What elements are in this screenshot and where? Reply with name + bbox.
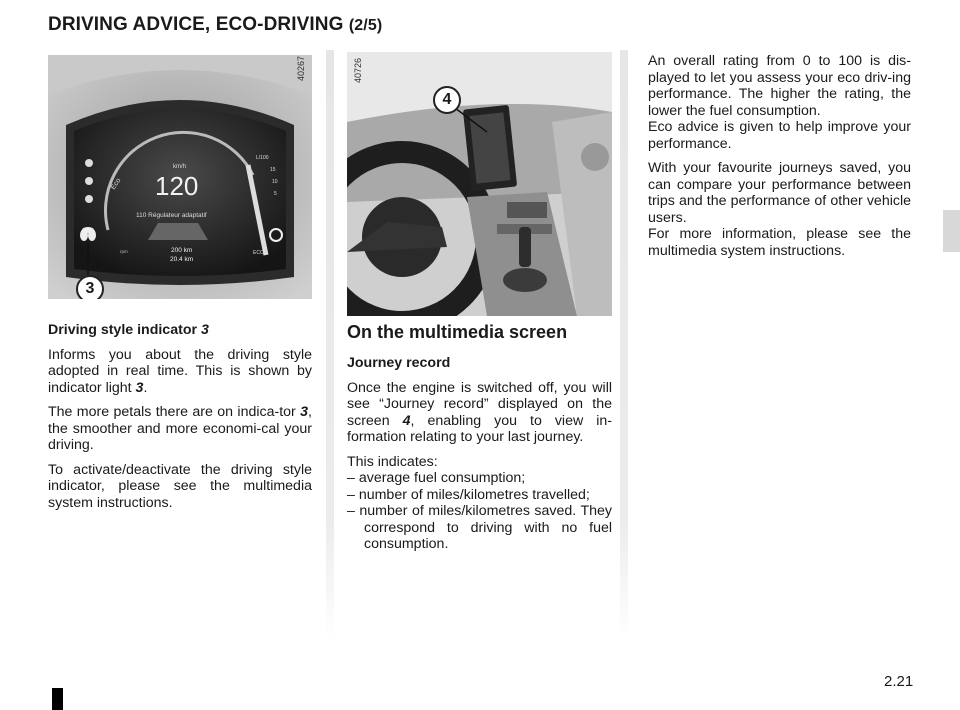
speed-readout: 120 (155, 171, 199, 201)
text-run: Once the engine is switched off, you will see “Journey record” displayed on the screen (347, 379, 612, 429)
rpm-label: rpm (120, 249, 128, 254)
eco-arc-label: Eco (109, 177, 123, 192)
paragraph: To activate/deactivate the driving style indicator, please see the multimedia system instructions. (48, 461, 312, 511)
column-divider (326, 50, 334, 640)
text-run: , enabling you to view in-formation relating to your last journey. (347, 412, 613, 445)
chapter-edge-tab (943, 210, 960, 252)
instrument-cluster-illustration (48, 55, 312, 299)
page-title-part: (2/5) (348, 17, 383, 34)
callout-3: 3 (76, 275, 104, 299)
text-run: , the smoother and more economi-cal your driving. (48, 404, 312, 453)
trip-readout: 20.4 km (170, 256, 194, 263)
section-heading: On the multimedia screen (347, 322, 568, 342)
dashboard-illustration (347, 52, 612, 316)
heading-ref: 3 (200, 322, 209, 338)
dashboard-figure (347, 52, 612, 316)
paragraph: For more information, please see the multimedia system instructions. (648, 226, 911, 259)
list-item: – number of miles/kilometres travelled; (347, 486, 590, 503)
list-item: – average fuel consumption; (347, 470, 526, 486)
text-run: The more petals there are on indica-tor (48, 404, 301, 420)
callout-4: 4 (433, 86, 461, 114)
page-title-text: DRIVING ADVICE, ECO-DRIVING (48, 14, 344, 35)
indicator-list (347, 470, 612, 553)
paragraph: With your favourite journeys saved, you can compare your performance between trips and the performance of other vehicle users. (648, 160, 911, 226)
column-divider (620, 50, 628, 640)
gauge-tick: 10 (272, 179, 278, 185)
figure-ref-code: 40726 (353, 58, 363, 84)
list-item: – number of miles/kilometres saved. They correspond to driving with no fuel consumption. (347, 503, 612, 552)
adaptive-cruise-status: 110 Régulateur adaptatif (136, 212, 207, 219)
consumption-gauge-label: L/100 (256, 155, 269, 161)
middle-column-text (347, 355, 612, 553)
paragraph: Eco advice is given to help improve your performance. (648, 119, 911, 152)
range-readout: 200 km (171, 247, 193, 254)
page-title (48, 14, 382, 36)
instrument-cluster-figure (48, 55, 312, 299)
journey-record-heading: Journey record (347, 355, 451, 371)
driving-style-heading (48, 322, 312, 339)
gauge-tick: 5 (274, 191, 277, 197)
page-number: 2.21 (884, 673, 914, 690)
ref-number: 3 (135, 379, 144, 396)
paragraph (48, 347, 312, 397)
page-marker (52, 688, 63, 710)
gauge-tick: 15 (270, 167, 276, 173)
paragraph (48, 404, 312, 454)
eco-mode-label: ECO (253, 250, 264, 256)
paragraph: An overall rating from 0 to 100 is dis-played to let you assess your eco driv-ing performance. The higher the rating, the lower the fuel consumption. (648, 53, 911, 119)
right-column-text (648, 53, 911, 267)
ref-number: 3 (300, 404, 309, 420)
left-column-text (48, 322, 312, 519)
list-intro: This indicates: (347, 453, 438, 470)
speed-unit: km/h (173, 164, 187, 170)
ref-number: 4 (402, 412, 411, 429)
text-run: . (143, 379, 148, 396)
figure-ref-code: 40267 (296, 56, 306, 82)
paragraph (347, 380, 612, 446)
text-run: Informs you about the driving style adopted in real time. This is shown by indicator light (48, 346, 312, 396)
heading-text: Driving style indicator (48, 322, 198, 338)
